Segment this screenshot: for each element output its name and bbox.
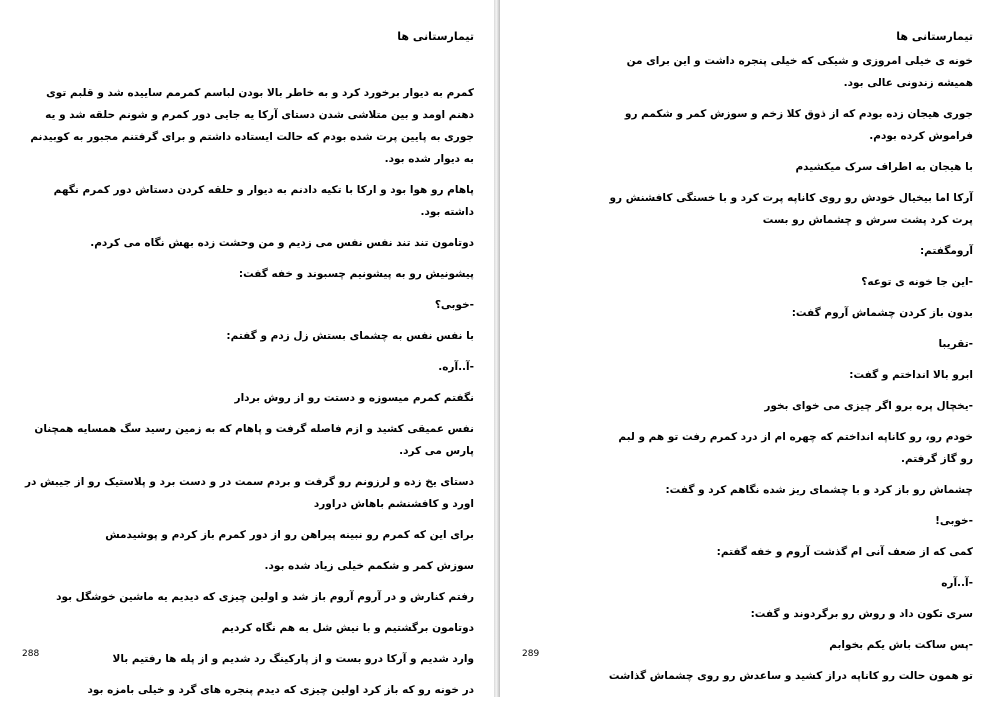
- paragraph: خودم رو، رو کاناپه انداختم که چهره ام از درد کمرم رفت تو هم و لبم رو گاز گرفتم.: [618, 431, 973, 465]
- paragraph: -این جا خونه ی توعه؟: [861, 276, 973, 288]
- paragraph: چشماش رو باز کرد و با چشمای ریز شده نگاهم کرد و گفت:: [665, 484, 973, 496]
- paragraph: پیشونیش رو به پیشونیم چسبوند و خفه گفت:: [238, 268, 474, 280]
- paragraph: دوتامون تند تند نفس نفس می زدیم و من وحشت زده بهش نگاه می کردم.: [90, 237, 474, 249]
- paragraph: سری تکون داد و روش رو برگردوند و گفت:: [750, 608, 973, 620]
- left-page-number: 288: [22, 649, 40, 659]
- paragraph: ابرو بالا انداختم و گفت:: [849, 369, 973, 381]
- paragraph: وارد شدیم و آرکا درو بست و از پارکینگ رد شدیم و از پله ها رفتیم بالا: [112, 653, 474, 665]
- paragraph: -پس ساکت باش یکم بخوابم: [829, 639, 973, 651]
- paragraph: دوتامون برگشتیم و با نیش شل به هم نگاه کردیم: [221, 622, 474, 634]
- right-page-number: 289: [522, 649, 540, 659]
- paragraph: در خونه رو که باز کرد اولین چیزی که دیدم پنجره های گرد و خیلی بامزه بود: [87, 684, 474, 696]
- paragraph: نفس عمیقی کشید و ازم فاصله گرفت و پاهام که به زمین رسید سگ همسایه همچنان پارس می کرد.: [34, 423, 474, 457]
- paragraph: برای این که کمرم رو نبینه پیراهن رو از دور کمرم باز کردم و پوشیدمش: [105, 529, 474, 541]
- paragraph: کمی که از ضعف آنی ام گذشت آروم و خفه گفتم:: [716, 546, 973, 558]
- paragraph: با هیجان به اطراف سرک میکشیدم: [795, 161, 973, 173]
- paragraph: جوری هیجان زده بودم که از ذوق کلا زخم و سوزش کمر و شکمم رو فراموش کرده بودم.: [624, 108, 973, 142]
- paragraph: -خوبی؟: [434, 299, 474, 311]
- paragraph: -آ..آره.: [438, 361, 474, 373]
- paragraph: آرومگفتم:: [919, 245, 973, 257]
- paragraph: بدون باز کردن چشماش آروم گفت:: [791, 307, 973, 319]
- paragraph: سوزش کمر و شکمم خیلی زیاد شده بود.: [264, 560, 474, 572]
- paragraph: پاهام رو هوا بود و ارکا با تکیه دادنم به دیوار و حلقه کردن دستاش دور کمرم نگهم داشته بود.: [53, 184, 474, 218]
- paragraph: تو همون حالت رو کاناپه دراز کشید و ساعدش رو روی چشماش گذاشت: [608, 670, 973, 682]
- paragraph: -آ..آره: [941, 577, 973, 589]
- paragraph: خونه ی خیلی امروزی و شیکی که خیلی پنجره داشت و این برای من همیشه زندونی عالی بود.: [626, 55, 973, 89]
- right-page-content: [604, 30, 973, 696]
- paragraph: کمرم به دیوار برخورد کرد و به خاطر بالا بودن لباسم کمرمم ساییده شد و قلبم توی دهنم اومد و بین متلاشی شدن دستای آرکا یه جایی دور کمرم و شونم حلقه شد و یه جوری به پایین پرت شده بودم که حالت ایستاده داشتم و برای گرفتنم مجبور به کوبیدنم به دیوار شده بود.: [30, 87, 474, 165]
- paragraph: نگفتم کمرم میسوزه و دستت رو از روش بردار: [234, 392, 474, 404]
- paragraph: -تقریبا: [938, 338, 973, 350]
- right-page: [500, 0, 992, 697]
- paragraph: رفتم کنارش و در آروم آروم باز شد و اولین چیزی که دیدیم یه ماشین خوشگل بود: [56, 591, 474, 603]
- paragraph: -یخچال پره برو اگر چیزی می خوای بخور: [764, 400, 973, 412]
- paragraph: با نفس نفس به چشمای بستش زل زدم و گفتم:: [226, 330, 474, 342]
- left-page-content: [22, 30, 474, 710]
- paragraph: -خوبی!: [935, 515, 973, 527]
- left-page: [0, 0, 494, 697]
- left-page-header: تیمارستانی ها: [397, 30, 474, 43]
- right-page-header: تیمارستانی ها: [896, 30, 973, 43]
- paragraph: دستای یخ زده و لرزونم رو گرفت و بردم سمت در و دست برد و پلاستیک رو از جیبش در اورد و کافشنشم باهاش دراورد: [24, 476, 474, 510]
- paragraph: آرکا اما بیخیال خودش رو روی کاناپه پرت کرد و با خستگی کافشنش رو پرت کرد پشت سرش و چشماش رو بست: [609, 192, 973, 226]
